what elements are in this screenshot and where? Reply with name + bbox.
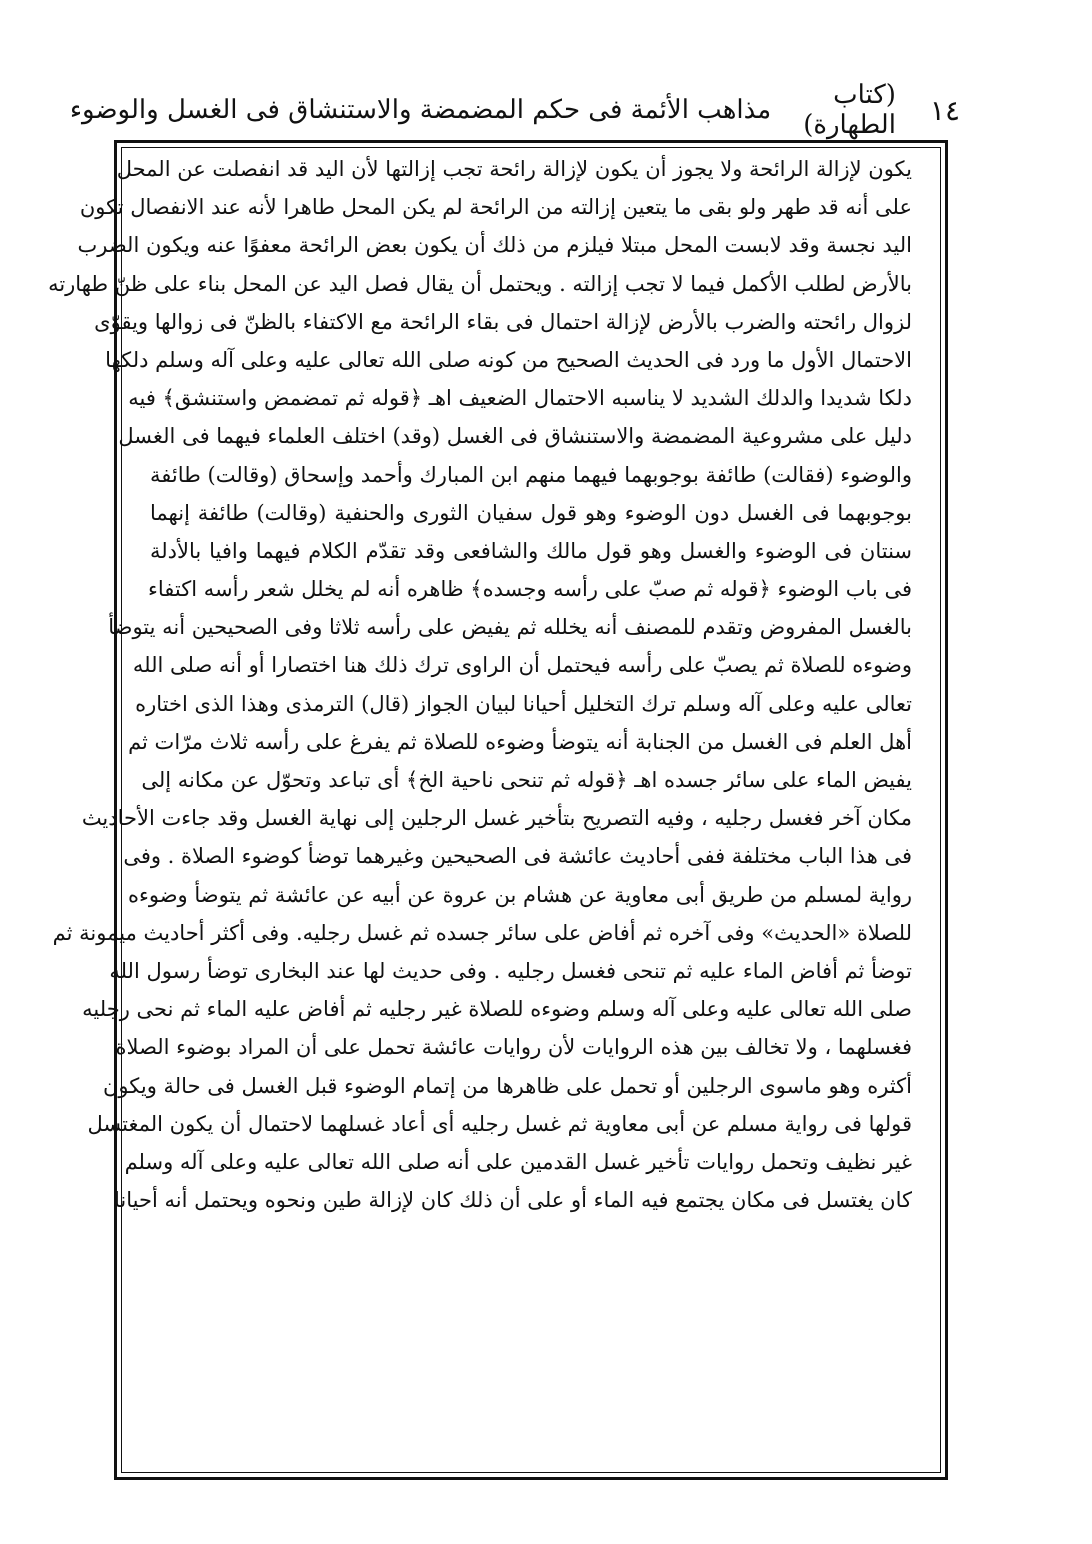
text-line: على أنه قد طهر ولو بقى ما يتعين إزالته من الرائحة لم يكن المحل طاهرا لأنه عند الانفصال تكون — [79, 195, 912, 220]
text-line: سنتان فى الوضوء والغسل وهو قول مالك والشافعى وقد تقدّم الكلام فيهما وافيا بالأدلة — [150, 538, 912, 563]
text-line: لزوال رائحته والضرب بالأرض لإزالة احتمال فى بقاء الرائحة مع الاكتفاء بالظنّ فى زوالها ويقوّى — [94, 309, 912, 334]
page-number: ١٤ — [929, 93, 960, 127]
text-line: صلى الله تعالى عليه وعلى آله وسلم وضوءه للصلاة غير رجليه ثم أفاض عليه الماء ثم نحى رجليه — [82, 997, 912, 1022]
text-line: فى باب الوضوء ﴿قوله ثم صبّ على رأسه وجسده﴾ ظاهره أنه لم يخلل شعر رأسه اكتفاء — [148, 577, 912, 602]
text-line: بوجوبهما فى الغسل دون الوضوء وهو قول سفيان الثورى والحنفية (وقالت) طائفة إنهما — [150, 500, 912, 525]
text-line: اليد نجسة وقد لابست المحل مبتلا فيلزم من ذلك أن يكون بعض الرائحة معفوًا عنه ويكون الضرب — [77, 233, 912, 258]
text-line: غير نظيف وتحمل روايات تأخير غسل القدمين على أنه صلى الله تعالى عليه وعلى آله وسلم — [124, 1149, 912, 1174]
text-line: توضأ ثم أفاض الماء عليه ثم تنحى فغسل رجليه . وفى حديث لها عند البخارى توضأ رسول الله — [109, 958, 912, 983]
text-line: والوضوء (فقالت) طائفة بوجوبهما فيهما منهم ابن المبارك وأحمد وإسحاق (وقالت) طائفة — [150, 462, 912, 487]
text-line: تعالى عليه وعلى آله وسلم ترك التخليل أحيانا لبيان الجواز (قال) الترمذى وهذا الذى اختاره — [135, 691, 912, 716]
chapter-title: مذاهب الأئمة فى حكم المضمضة والاستنشاق فى الغسل والوضوء — [69, 95, 772, 125]
text-line: بالأرض لطلب الأكمل فيما لا تجب إزالته . ويحتمل أن يقال فصل اليد عن المحل بناء على ظنّ طهارته — [48, 271, 912, 296]
text-line: فغسلهما ، ولا تخالف بين هذه الروايات لأن روايات عائشة تحمل على أن المراد بوضوء الصلاة — [115, 1035, 912, 1060]
text-line: فى هذا الباب مختلفة ففى أحاديث عائشة فى الصحيحين وغيرهما توضأ كوضوء الصلاة . وفى — [123, 844, 912, 869]
text-line: مكان آخر فغسل رجليه ، وفيه التصريح بتأخير غسل الرجلين إلى نهاية الغسل وقد جاءت الأحاديث — [81, 806, 912, 831]
main-text — [48, 150, 912, 1219]
book-title: (كتاب الطهارة) — [803, 80, 896, 140]
text-line: يفيض الماء على سائر جسده اهـ ﴿قوله ثم تنحى ناحية الخ﴾ أى تباعد وتحوّل عن مكانه إلى — [141, 768, 912, 792]
text-line: يكون لإزالة الرائحة ولا يجوز أن يكون لإزالة رائحة تجب إزالتها لأن اليد قد انفصلت عن المحل — [116, 157, 912, 181]
text-line: الاحتمال الأول ما ورد فى الحديث الصحيح من كونه صلى الله تعالى عليه وعلى آله وسلم دلكها — [105, 347, 912, 372]
page-header — [69, 80, 960, 140]
text-line: أهل العلم فى الغسل من الجنابة أنه يتوضأ وضوءه للصلاة ثم يفرغ على رأسه ثلاث مرّات ثم — [128, 729, 912, 754]
text-line: أكثره وهو ماسوى الرجلين أو تحمل على ظاهرها من إتمام الوضوء قبل الغسل فى حالة ويكون — [102, 1073, 912, 1098]
text-line: دليل على مشروعية المضمضة والاستنشاق فى الغسل (وقد) اختلف العلماء فيهما فى الغسل — [118, 424, 912, 449]
text-line: رواية لمسلم من طريق أبى معاوية عن هشام بن عروة عن أبيه عن عائشة ثم يتوضأ وضوءه — [128, 882, 912, 907]
text-line: للصلاة «الحديث» وفى آخره ثم أفاض على سائر جسده ثم غسل رجليه. وفى أكثر أحاديث ميمونة ثم — [52, 920, 912, 945]
text-line: بالغسل المفروض وتقدم للمصنف أنه يخلله ثم يفيض على رأسه ثلاثا وفى الصحيحين أنه يتوضأ — [108, 615, 912, 640]
text-line: وضوءه للصلاة ثم يصبّ على رأسه فيحتمل أن الراوى ترك ذلك هنا اختصارا أو أنه صلى الله — [132, 653, 912, 678]
text-line: دلكا شديدا والدلك الشديد لا يناسبه الاحتمال الضعيف اهـ ﴿قوله ثم تمضمض واستنشق﴾ فيه — [128, 386, 912, 411]
text-line: قولها فى رواية مسلم عن أبى معاوية ثم غسل رجليه أى أعاد غسلهما لاحتمال أن يكون المغتسل — [87, 1111, 912, 1136]
text-line: كان يغتسل فى مكان يجتمع فيه الماء أو على أن ذلك كان لإزالة طين ونحوه ويحتمل أنه أحيانا — [114, 1188, 912, 1213]
